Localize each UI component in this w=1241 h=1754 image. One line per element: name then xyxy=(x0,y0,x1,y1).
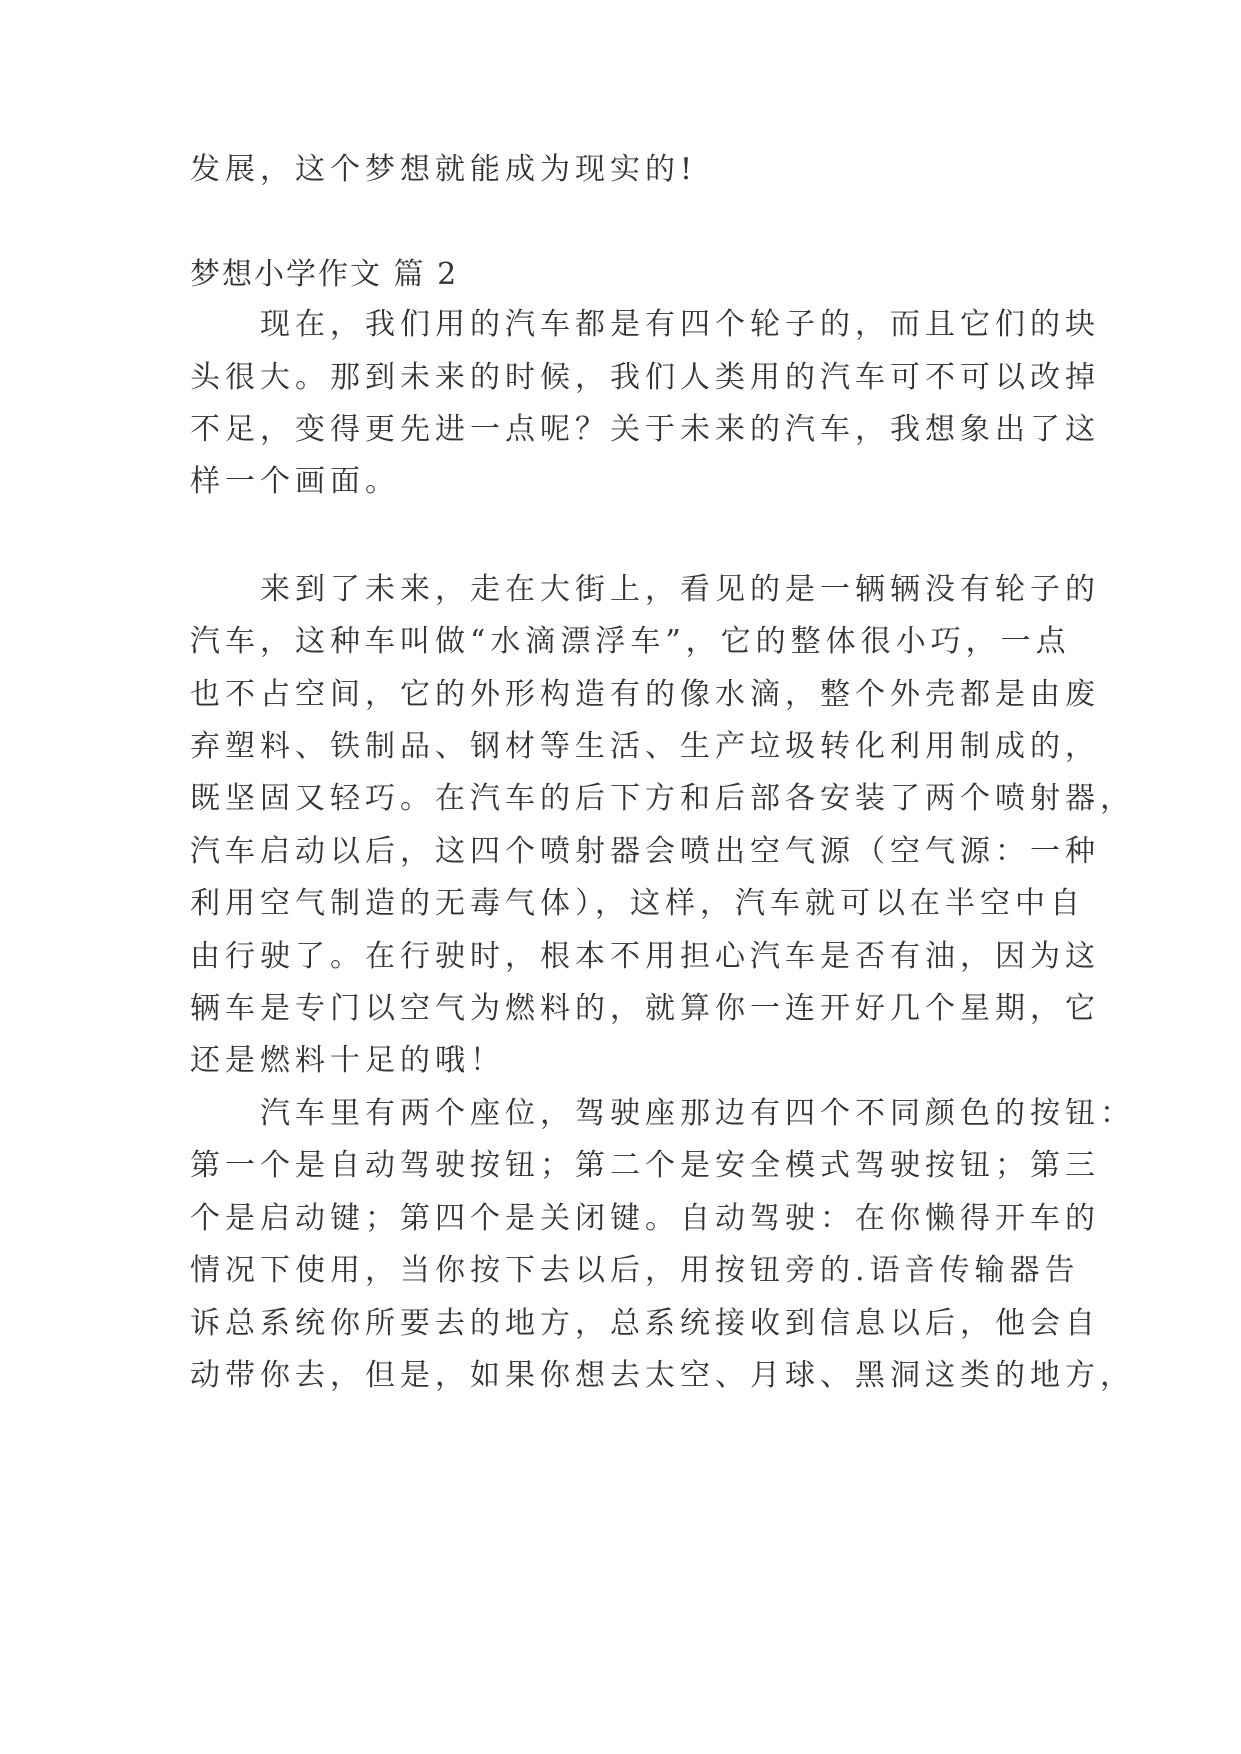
text-line: 第一个是自动驾驶按钮；第二个是安全模式驾驶按钮；第三 xyxy=(190,1148,1100,1183)
text-line: 汽车启动以后，这四个喷射器会喷出空气源（空气源：一种 xyxy=(190,834,1100,869)
section-heading: 梦想小学作文 篇 2 xyxy=(190,257,459,292)
text-line: 既坚固又轻巧。在汽车的后下方和后部各安装了两个喷射器， xyxy=(190,781,1135,816)
text-line: 不足，变得更先进一点呢？关于未来的汽车，我想象出了这 xyxy=(190,412,1100,447)
text-line: 汽车，这种车叫做“水滴漂浮车”，它的整体很小巧，一点 xyxy=(190,624,1071,659)
text-line: 诉总系统你所要去的地方，总系统接收到信息以后，他会自 xyxy=(190,1306,1100,1341)
text-line: 也不占空间，它的外形构造有的像水滴，整个外壳都是由废 xyxy=(190,677,1100,712)
text-line: 由行驶了。在行驶时，根本不用担心汽车是否有油，因为这 xyxy=(190,939,1100,974)
text-line: 头很大。那到未来的时候，我们人类用的汽车可不可以改掉 xyxy=(190,360,1100,395)
text-line: 样一个画面。 xyxy=(190,464,400,499)
text-line: 利用空气制造的无毒气体），这样，汽车就可以在半空中自 xyxy=(190,886,1085,921)
text-line: 情况下使用，当你按下去以后，用按钮旁的.语音传输器告 xyxy=(190,1253,1080,1288)
text-line: 弃塑料、铁制品、钢材等生活、生产垃圾转化利用制成的， xyxy=(190,729,1100,764)
text-line: 汽车里有两个座位，驾驶座那边有四个不同颜色的按钮： xyxy=(190,1096,1135,1131)
text-line: 现在，我们用的汽车都是有四个轮子的，而且它们的块 xyxy=(190,307,1100,342)
text-line: 辆车是专门以空气为燃料的，就算你一连开好几个星期，它 xyxy=(190,991,1100,1026)
text-line: 动带你去，但是，如果你想去太空、月球、黑洞这类的地方， xyxy=(190,1358,1135,1393)
text-line: 来到了未来，走在大街上，看见的是一辆辆没有轮子的 xyxy=(190,572,1100,607)
text-line: 发展，这个梦想就能成为现实的! xyxy=(190,152,698,187)
text-line: 还是燃料十足的哦！ xyxy=(190,1043,505,1078)
text-line: 个是启动键；第四个是关闭键。自动驾驶：在你懒得开车的 xyxy=(190,1201,1100,1236)
